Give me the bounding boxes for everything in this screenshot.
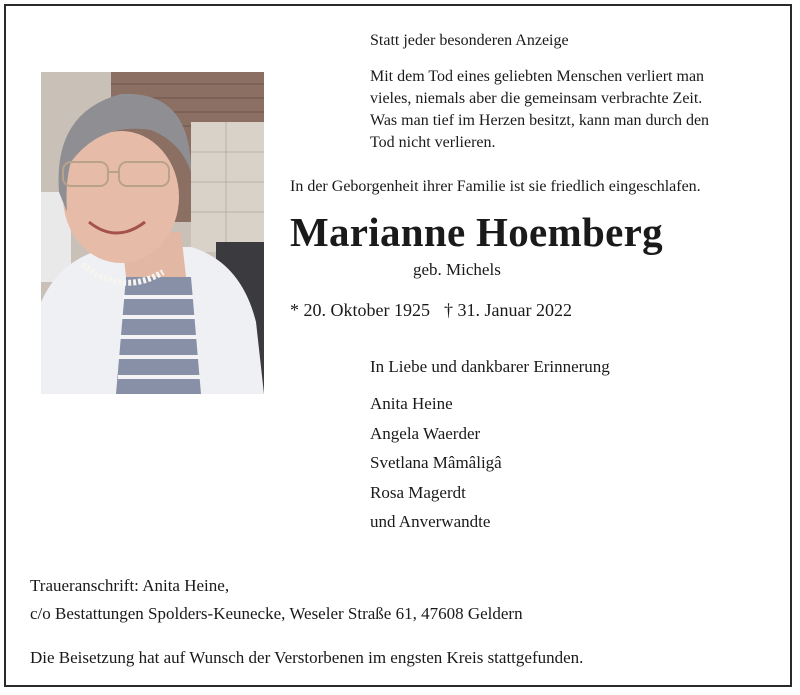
memory-line: In Liebe und dankbarer Erinnerung [370, 357, 610, 376]
life-dates [290, 299, 572, 321]
mourner-name: Angela Waerder [370, 423, 481, 443]
deceased-name: Marianne Hoemberg [290, 209, 663, 255]
mourner-name: Anita Heine [370, 394, 453, 413]
intro-text: Statt jeder besonderen Anzeige [370, 32, 569, 49]
quote-line: Was man tief im Herzen besitzt, kann man durch den [370, 112, 710, 129]
birth-name: geb. Michels [413, 260, 501, 279]
mourners-list [370, 389, 502, 537]
mourning-address-line2: c/o Bestattungen Spolders-Keunecke, Weseler Straße 61, 47608 Geldern [30, 604, 523, 623]
birth-date: * 20. Oktober 1925 [290, 300, 430, 320]
mourner-name: Rosa Magerdt [370, 482, 466, 502]
quote-line: vieles, niemals aber die gemeinsam verbrachte Zeit. [370, 90, 703, 107]
portrait-photo [41, 72, 264, 394]
peace-line: In der Geborgenheit ihrer Familie ist sie friedlich eingeschlafen. [290, 178, 701, 195]
quote-line: Mit dem Tod eines geliebten Menschen verliert man [370, 68, 705, 85]
quote-line: Tod nicht verlieren. [370, 134, 496, 151]
mourner-name: und Anverwandte [370, 512, 491, 531]
memorial-quote [370, 66, 770, 154]
mourner-name: Svetlana Mâmâligâ [370, 453, 502, 472]
mourning-address-line1: Traueranschrift: Anita Heine, [30, 576, 230, 595]
funeral-note: Die Beisetzung hat auf Wunsch der Verstorbenen im engsten Kreis stattgefunden. [30, 648, 584, 667]
death-date: † 31. Januar 2022 [443, 300, 572, 320]
